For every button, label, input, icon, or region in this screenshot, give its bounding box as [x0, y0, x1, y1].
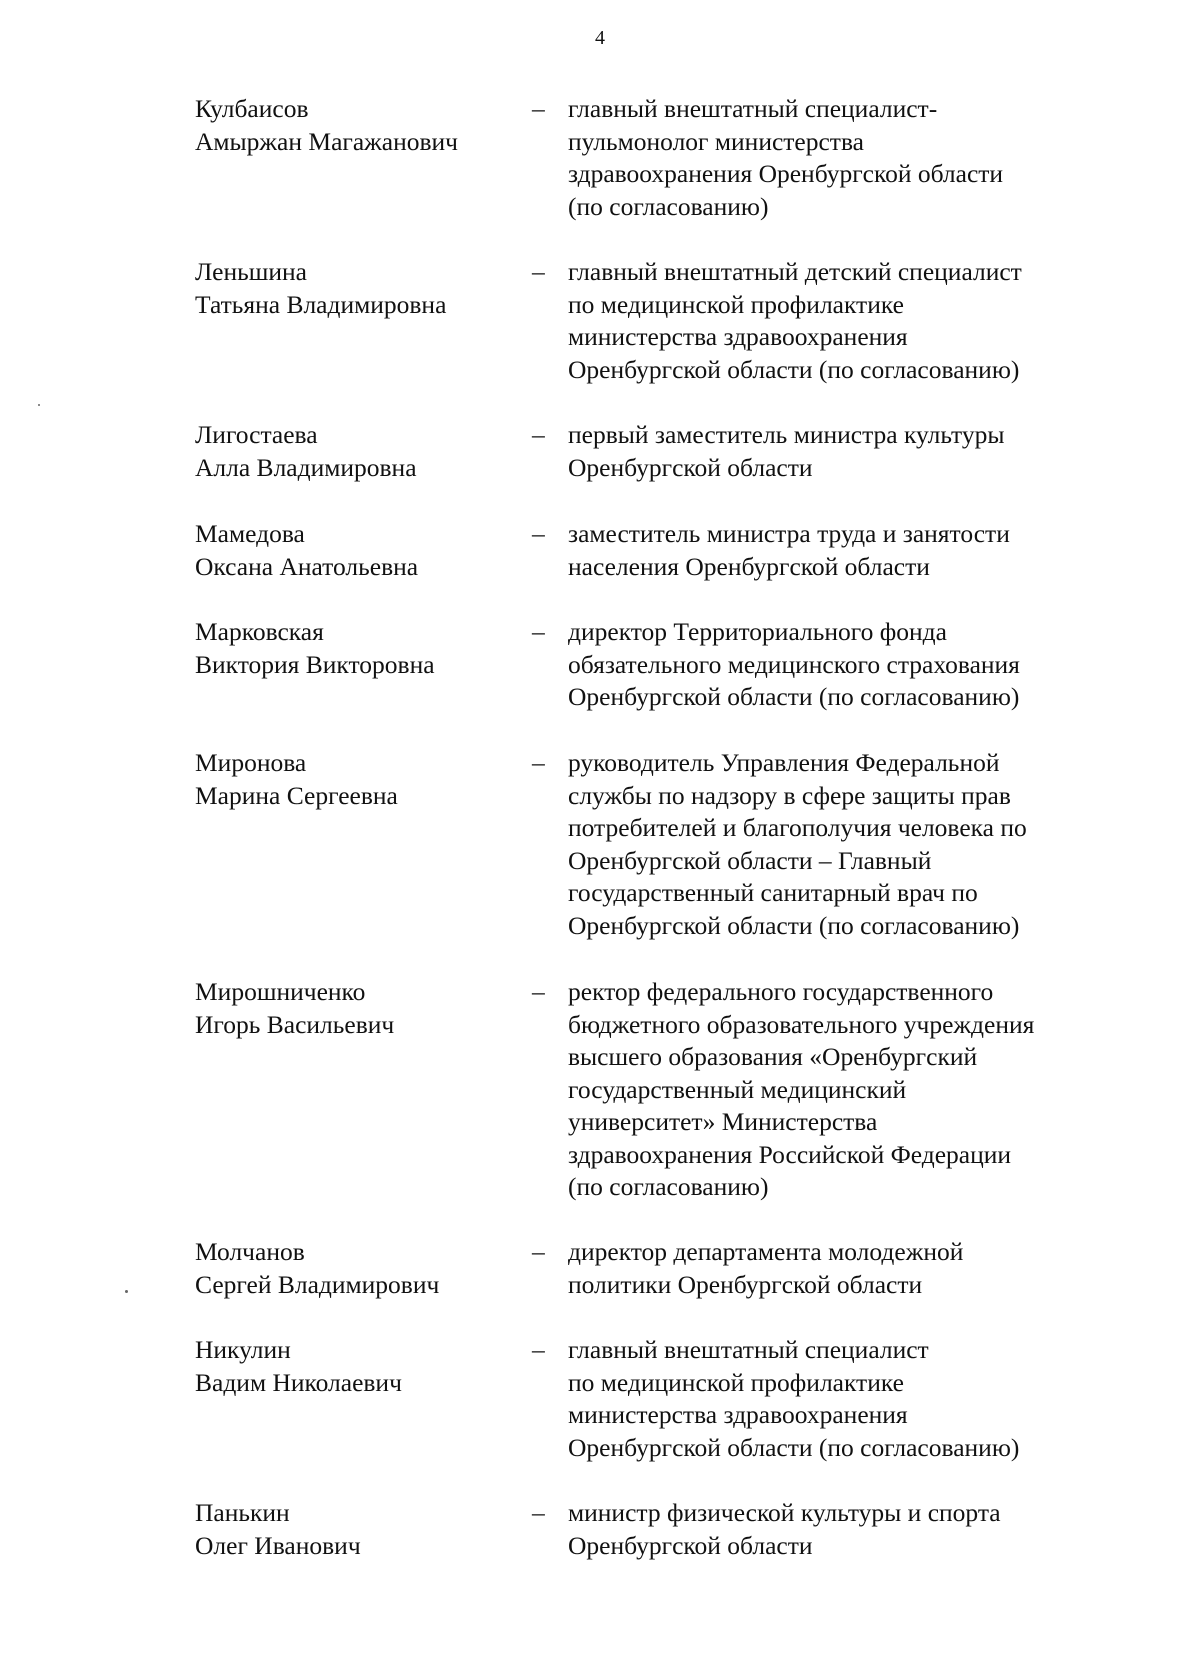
position-line: директор Территориального фонда	[568, 617, 947, 646]
position-line: Оренбургской области (по согласованию)	[568, 682, 1020, 711]
position-line: (по согласованию)	[568, 1172, 769, 1201]
member-name	[195, 93, 515, 158]
member-position	[568, 419, 1108, 484]
position-line: университет» Министерства	[568, 1107, 878, 1136]
member-given-names: Амыржан Магажанович	[195, 126, 459, 156]
position-line: населения Оренбургской области	[568, 551, 930, 581]
member-name	[195, 419, 515, 484]
position-line: Оренбургской области (по согласованию)	[568, 354, 1020, 384]
position-line: службы по надзору в сфере защиты прав	[568, 780, 1011, 810]
member-given-names: Марина Сергеевна	[195, 780, 398, 810]
page-number: 4	[595, 27, 605, 49]
member-given-names: Алла Владимировна	[195, 452, 417, 482]
member-surname: Никулин	[195, 1335, 291, 1364]
position-line: высшего образования «Оренбургский	[568, 1042, 978, 1071]
dash-separator: –	[532, 977, 545, 1006]
dash-separator: –	[532, 94, 545, 123]
member-given-names: Вадим Николаевич	[195, 1367, 402, 1397]
member-name	[195, 1334, 515, 1399]
member-position	[568, 1497, 1108, 1562]
member-name	[195, 518, 515, 583]
member-position	[568, 93, 1108, 223]
scan-speck	[125, 1290, 128, 1293]
dash-separator: –	[532, 1335, 545, 1364]
member-surname: Панькин	[195, 1498, 290, 1527]
position-line: ректор федерального государственного	[568, 977, 994, 1006]
dash-separator: –	[532, 420, 545, 449]
member-given-names: Виктория Викторовна	[195, 649, 435, 679]
dash-separator: –	[532, 748, 545, 777]
position-line: Оренбургской области	[568, 452, 813, 482]
position-line: здравоохранения Оренбургской области	[568, 159, 1004, 188]
position-line: (по согласованию)	[568, 191, 769, 221]
member-position	[568, 616, 1108, 714]
member-position	[568, 518, 1108, 583]
member-surname: Мирошниченко	[195, 977, 366, 1006]
position-line: главный внештатный специалист-	[568, 94, 938, 123]
position-line: по медицинской профилактике	[568, 289, 904, 319]
member-position	[568, 976, 1108, 1204]
member-surname: Молчанов	[195, 1237, 305, 1266]
dash-separator: –	[532, 617, 545, 646]
member-surname: Миронова	[195, 748, 307, 777]
member-name	[195, 616, 515, 681]
member-given-names: Игорь Васильевич	[195, 1009, 395, 1039]
dash-separator: –	[532, 519, 545, 548]
dash-separator: –	[532, 257, 545, 286]
dash-separator: –	[532, 1498, 545, 1527]
position-line: Оренбургской области (по согласованию)	[568, 1432, 1020, 1462]
position-line: министерства здравоохранения	[568, 1400, 908, 1429]
position-line: министерства здравоохранения	[568, 322, 908, 351]
member-name	[195, 1497, 515, 1562]
member-name	[195, 747, 515, 812]
member-position	[568, 256, 1108, 386]
position-line: политики Оренбургской области	[568, 1269, 923, 1299]
position-line: Оренбургской области (по согласованию)	[568, 910, 1020, 940]
position-line: Оренбургской области – Главный	[568, 845, 932, 875]
position-line: бюджетного образовательного учреждения	[568, 1009, 1035, 1039]
scan-speck	[38, 404, 40, 406]
position-line: директор департамента молодежной	[568, 1237, 964, 1266]
position-line: руководитель Управления Федеральной	[568, 748, 1000, 777]
position-line: государственный санитарный врач по	[568, 878, 978, 907]
position-line: обязательного медицинского страхования	[568, 649, 1020, 679]
position-line: главный внештатный детский специалист	[568, 257, 1022, 286]
member-surname: Леньшина	[195, 257, 307, 286]
position-line: министр физической культуры и спорта	[568, 1498, 1001, 1527]
position-line: первый заместитель министра культуры	[568, 420, 1005, 449]
member-name	[195, 976, 515, 1041]
member-surname: Марковская	[195, 617, 324, 646]
member-given-names: Татьяна Владимировна	[195, 289, 447, 319]
member-given-names: Сергей Владимирович	[195, 1269, 440, 1299]
position-line: по медицинской профилактике	[568, 1367, 904, 1397]
member-surname: Лигостаева	[195, 420, 318, 449]
member-position	[568, 1236, 1108, 1301]
member-position	[568, 747, 1108, 942]
member-position	[568, 1334, 1108, 1464]
position-line: Оренбургской области	[568, 1530, 813, 1560]
member-name	[195, 256, 515, 321]
member-given-names: Оксана Анатольевна	[195, 551, 419, 581]
position-line: пульмонолог министерства	[568, 126, 864, 156]
dash-separator: –	[532, 1237, 545, 1266]
position-line: здравоохранения Российской Федерации	[568, 1139, 1012, 1169]
member-surname: Кулбаисов	[195, 94, 309, 123]
member-surname: Мамедова	[195, 519, 305, 548]
member-given-names: Олег Иванович	[195, 1530, 361, 1560]
position-line: главный внештатный специалист	[568, 1335, 929, 1364]
position-line: государственный медицинский	[568, 1074, 907, 1104]
position-line: потребителей и благополучия человека по	[568, 813, 1027, 842]
member-name	[195, 1236, 515, 1301]
position-line: заместитель министра труда и занятости	[568, 519, 1010, 548]
